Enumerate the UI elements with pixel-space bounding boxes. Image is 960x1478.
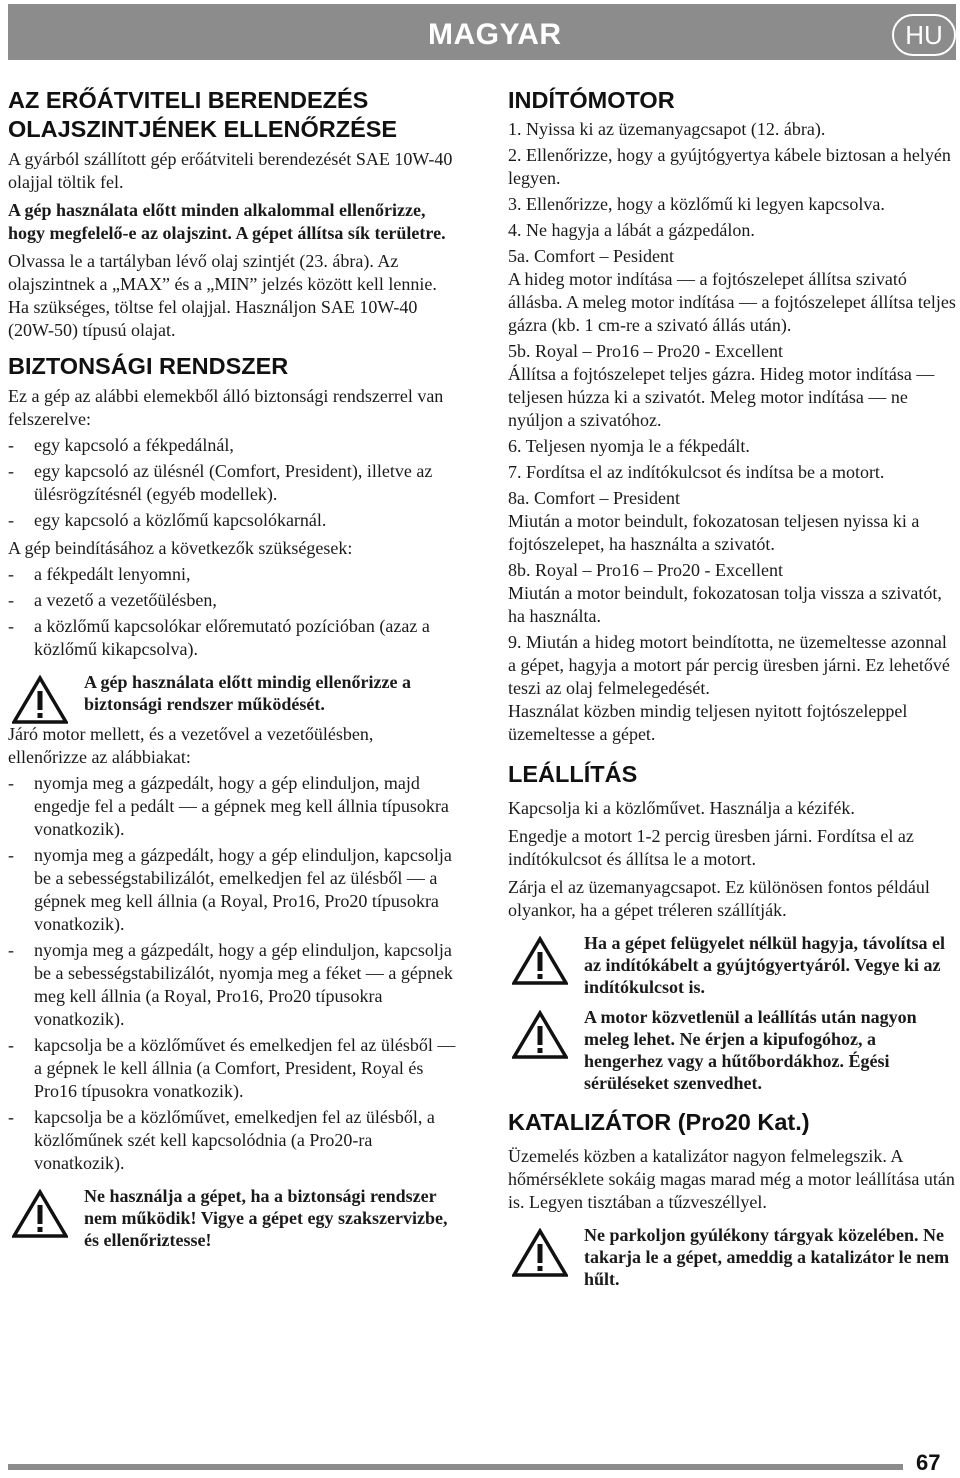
list-item: 7. Fordítsa el az indítókulcsot és indítsa be a motort.: [508, 462, 885, 482]
oil-paragraph-1: A gyárból szállított gép erőátviteli berendezését SAE 10W-40 olajjal töltik fel.: [8, 149, 453, 192]
starter-section-title: INDÍTÓMOTOR: [508, 87, 675, 113]
left-column: [8, 86, 456, 1259]
list-item: - nyomja meg a gázpedált, hogy a gép elinduljon, kapcsolja be a sebességstabilizálót, emelkedjen fel az ülésből — a gépnek meg kell állnia (a Royal, Pro16, Pro20 típusokra vonatkozik).: [8, 844, 456, 936]
starter-steps: [508, 118, 956, 746]
list-item: 1. Nyissa ki az üzemanyagcsapot (12. ábra).: [508, 119, 826, 139]
stop-section: [508, 760, 956, 1094]
safety-switch-list: [8, 434, 456, 532]
stop-section-title: LEÁLLÍTÁS: [508, 761, 638, 787]
list-item: Miután a motor beindult, fokozatosan teljesen nyissa ki a fojtószelepet, ha használta a szivatót.: [508, 511, 920, 554]
footer-rule: [8, 1464, 903, 1470]
list-item: 2. Ellenőrizze, hogy a gyújtógyertya kábele biztosan a helyén legyen.: [508, 145, 951, 188]
check-intro: Járó motor mellett, és a vezetővel a vezetőülésben, ellenőrizze az alábbiakat:: [8, 724, 374, 767]
safety-intro: Ez a gép az alábbi elemekből álló biztonsági rendszerrel van felszerelve:: [8, 386, 444, 429]
safety-warning-2: [8, 1185, 456, 1251]
stop-warning-2: [508, 1006, 956, 1094]
right-column: [508, 86, 956, 1298]
start-requirements-list: [8, 563, 456, 661]
stop-paragraph-3: Zárja el az üzemanyagcsapot. Ez különösen fontos például olyankor, ha a gépet tréleren szállítják.: [508, 877, 930, 920]
oil-paragraph-2: A gép használata előtt minden alkalommal ellenőrizze, hogy megfelelő-e az olajszint. A gépet állítsa sík területre.: [8, 200, 446, 243]
list-item: Állítsa a fojtószelepet teljes gázra. Hideg motor indítása — teljesen húzza ki a szivatót. Meleg motor indítása — ne nyúljon a szivatóhoz.: [508, 364, 935, 430]
list-item: - kapcsolja be a közlőművet, emelkedjen fel az ülésből, a közlőműnek szét kell kapcsolódnia (a Pro20-ra vonatkozik).: [8, 1106, 456, 1175]
list-item: - egy kapcsoló a közlőmű kapcsolókarnál.: [8, 509, 456, 532]
list-item: - egy kapcsoló a fékpedálnál,: [8, 434, 456, 457]
safety-section-title: BIZTONSÁGI RENDSZER: [8, 353, 289, 379]
stop-paragraph-2: Engedje a motort 1-2 percig üresben járni. Fordítsa el az indítókulcsot és állítsa le a motort.: [508, 826, 914, 869]
list-item: - a közlőmű kapcsolókar előremutató pozícióban (azaz a közlőmű kikapcsolva).: [8, 615, 456, 661]
catalyst-paragraph: Üzemelés közben a katalizátor nagyon felmelegszik. A hőmérséklete sokáig magas marad még a motor leállítása után is. Legyen tisztában a tűzveszéllyel.: [508, 1146, 955, 1212]
oil-section-title: AZ ERŐÁTVITELI BERENDEZÉS OLAJSZINTJÉNEK ELLENŐRZÉSE: [8, 87, 398, 142]
stop-paragraph-1: Kapcsolja ki a közlőművet. Használja a kézifék.: [508, 798, 855, 818]
list-item: A hideg motor indítása — a fojtószelepet állítsa szivató állásba. A meleg motor indítása — a fojtószelepet állítsa teljes gázra (kb. 1 cm-re a szivató állás után).: [508, 269, 956, 335]
warning-text: Ha a gépet felügyelet nélkül hagyja, távolítsa el az indítókábelt a gyújtógyertyáról. Vegye ki az indítókulcsot is.: [584, 933, 945, 997]
list-item: 6. Teljesen nyomja le a fékpedált.: [508, 436, 750, 456]
page-number: 67: [916, 1450, 941, 1475]
warning-triangle-icon: [12, 1189, 68, 1239]
list-item: 3. Ellenőrizze, hogy a közlőmű ki legyen kapcsolva.: [508, 194, 885, 214]
list-item: - a vezető a vezetőülésben,: [8, 589, 456, 612]
list-item: 5a. Comfort – Pesident: [508, 246, 674, 266]
warning-triangle-icon: [512, 1228, 568, 1278]
list-item: 5b. Royal – Pro16 – Pro20 - Excellent: [508, 341, 783, 361]
warning-triangle-icon: [512, 936, 568, 986]
warning-text: Ne használja a gépet, ha a biztonsági rendszer nem működik! Vigye a gépet egy szakszervizbe, és ellenőriztesse!: [84, 1186, 448, 1250]
stop-warning-1: [508, 932, 956, 998]
catalyst-section: [508, 1108, 956, 1290]
list-item: - egy kapcsoló az ülésnél (Comfort, President), illetve az ülésrögzítésnél (egyéb modellek).: [8, 460, 456, 506]
safety-warning-1: [8, 671, 456, 715]
header-bar: [8, 4, 956, 60]
list-item: 8a. Comfort – President: [508, 488, 680, 508]
start-intro: A gép beindításához a következők szükségesek:: [8, 538, 353, 558]
warning-triangle-icon: [512, 1010, 568, 1060]
oil-section: [8, 86, 456, 342]
list-item: 9. Miután a hideg motort beindította, ne üzemeltesse azonnal a gépet, hagyja a motort pár percig üresben járni. Ez lehetővé teszi az olaj felmelegedését.: [508, 632, 950, 698]
safety-section: [8, 352, 456, 1251]
header-language: MAGYAR: [428, 18, 562, 51]
catalyst-section-title: KATALIZÁTOR (Pro20 Kat.): [508, 1109, 810, 1135]
list-item: - nyomja meg a gázpedált, hogy a gép elinduljon, kapcsolja be a sebességstabilizálót, nyomja meg a féket — a gépnek meg kell állnia (a Royal, Pro16, Pro20 típusokra vonatkozik).: [8, 939, 456, 1031]
list-item: 4. Ne hagyja a lábát a gázpedálon.: [508, 220, 755, 240]
catalyst-warning: [508, 1224, 956, 1290]
list-item: Miután a motor beindult, fokozatosan tolja vissza a szivatót, ha használta.: [508, 583, 942, 626]
warning-text: A motor közvetlenül a leállítás után nagyon meleg lehet. Ne érjen a kipufogóhoz, a hengerhez vagy a hűtőbordákhoz. Égési sérüléseket szenvedhet.: [584, 1007, 917, 1093]
list-item: Használat közben mindig teljesen nyitott fojtószeleppel üzemeltesse a gépet.: [508, 701, 908, 744]
warning-text: A gép használata előtt mindig ellenőrizze a biztonsági rendszer működését.: [84, 672, 411, 714]
list-item: 8b. Royal – Pro16 – Pro20 - Excellent: [508, 560, 783, 580]
warning-text: Ne parkoljon gyúlékony tárgyak közelében. Ne takarja le a gépet, ameddig a katalizátor le nem hűlt.: [584, 1225, 950, 1289]
list-item: - a fékpedált lenyomni,: [8, 563, 456, 586]
list-item: - nyomja meg a gázpedált, hogy a gép elinduljon, majd engedje fel a pedált — a gépnek meg kell állnia típusokra vonatkozik).: [8, 772, 456, 841]
list-item: - kapcsolja be a közlőművet és emelkedjen fel az ülésből — a gépnek le kell állnia (a Comfort, President, Royal és Pro16 típusokra vonatkozik).: [8, 1034, 456, 1103]
language-badge: HU: [892, 14, 956, 56]
oil-paragraph-3: Olvassa le a tartályban lévő olaj szintjét (23. ábra). Az olajszintnek a „MAX” és a „MIN” jelzés között kell lennie. Ha szükséges, töltse fel olajjal. Használjon SAE 10W-40 (20W-50) típusú olajat.: [8, 251, 437, 340]
starter-section: [508, 86, 956, 746]
check-list: [8, 772, 456, 1175]
warning-triangle-icon: [12, 675, 68, 725]
